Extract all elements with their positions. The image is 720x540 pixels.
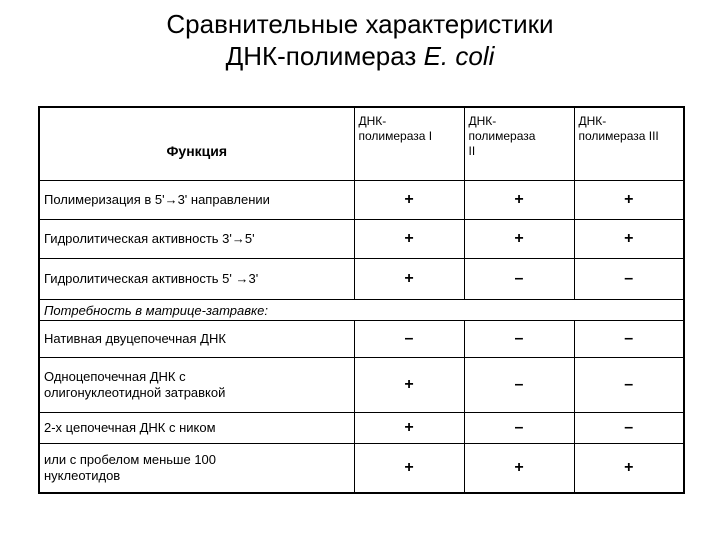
value-cell: – [574, 259, 684, 300]
header-pol-1-line: ДНК- [358, 114, 387, 128]
header-function: Функция [39, 107, 354, 181]
value-cell: + [354, 181, 464, 220]
row-label-line: или с пробелом меньше 100 [44, 452, 217, 467]
value-cell: – [574, 413, 684, 444]
row-label-line: олигонуклеотидной затравкой [44, 385, 226, 400]
header-pol-3 [574, 107, 684, 181]
header-pol-2 [464, 107, 574, 181]
value-cell: + [354, 220, 464, 259]
value-cell: – [574, 358, 684, 413]
value-cell: – [464, 321, 574, 358]
value-cell: – [464, 259, 574, 300]
comparison-table [38, 106, 685, 494]
title-line-2-text: ДНК-полимераз [225, 41, 424, 71]
title-line-2 [0, 40, 720, 72]
value-cell: – [464, 358, 574, 413]
header-pol-2-line: ДНК- [468, 114, 497, 128]
header-pol-3-line: ДНК- [578, 114, 607, 128]
value-cell: + [354, 444, 464, 494]
header-pol-1 [354, 107, 464, 181]
section-row [39, 300, 684, 321]
header-pol-2-line: II [468, 144, 476, 158]
table-row [39, 181, 684, 220]
row-label: Гидролитическая активность 3'→5' [39, 220, 354, 259]
value-cell: + [354, 358, 464, 413]
header-pol-3-line: полимераза III [578, 129, 659, 143]
header-pol-1-line: полимераза I [358, 129, 433, 143]
row-label [39, 358, 354, 413]
table-row [39, 321, 684, 358]
title-organism: E. coli [423, 41, 495, 71]
value-cell: + [464, 444, 574, 494]
row-label [39, 444, 354, 494]
title-line-1: Сравнительные характеристики [166, 9, 554, 39]
value-cell: + [464, 181, 574, 220]
row-label-line: нуклеотидов [44, 468, 121, 483]
slide-title [0, 8, 720, 72]
value-cell: + [464, 220, 574, 259]
header-pol-2-line: полимераза [468, 129, 536, 143]
row-label-line: Одноцепочечная ДНК с [44, 369, 186, 384]
table-row [39, 358, 684, 413]
value-cell: + [354, 413, 464, 444]
value-cell: – [574, 321, 684, 358]
table-row [39, 259, 684, 300]
row-label: Нативная двуцепочечная ДНК [39, 321, 354, 358]
row-label: Гидролитическая активность 5' →3' [39, 259, 354, 300]
header-row [39, 107, 684, 181]
value-cell: + [574, 181, 684, 220]
table-row [39, 444, 684, 494]
value-cell: + [574, 220, 684, 259]
row-label: 2-х цепочечная ДНК с ником [39, 413, 354, 444]
value-cell: – [464, 413, 574, 444]
value-cell: + [574, 444, 684, 494]
row-label: Полимеризация в 5'→3' направлении [39, 181, 354, 220]
table-row [39, 220, 684, 259]
value-cell: – [354, 321, 464, 358]
value-cell: + [354, 259, 464, 300]
section-heading: Потребность в матрице-затравке: [39, 300, 684, 321]
table-row [39, 413, 684, 444]
